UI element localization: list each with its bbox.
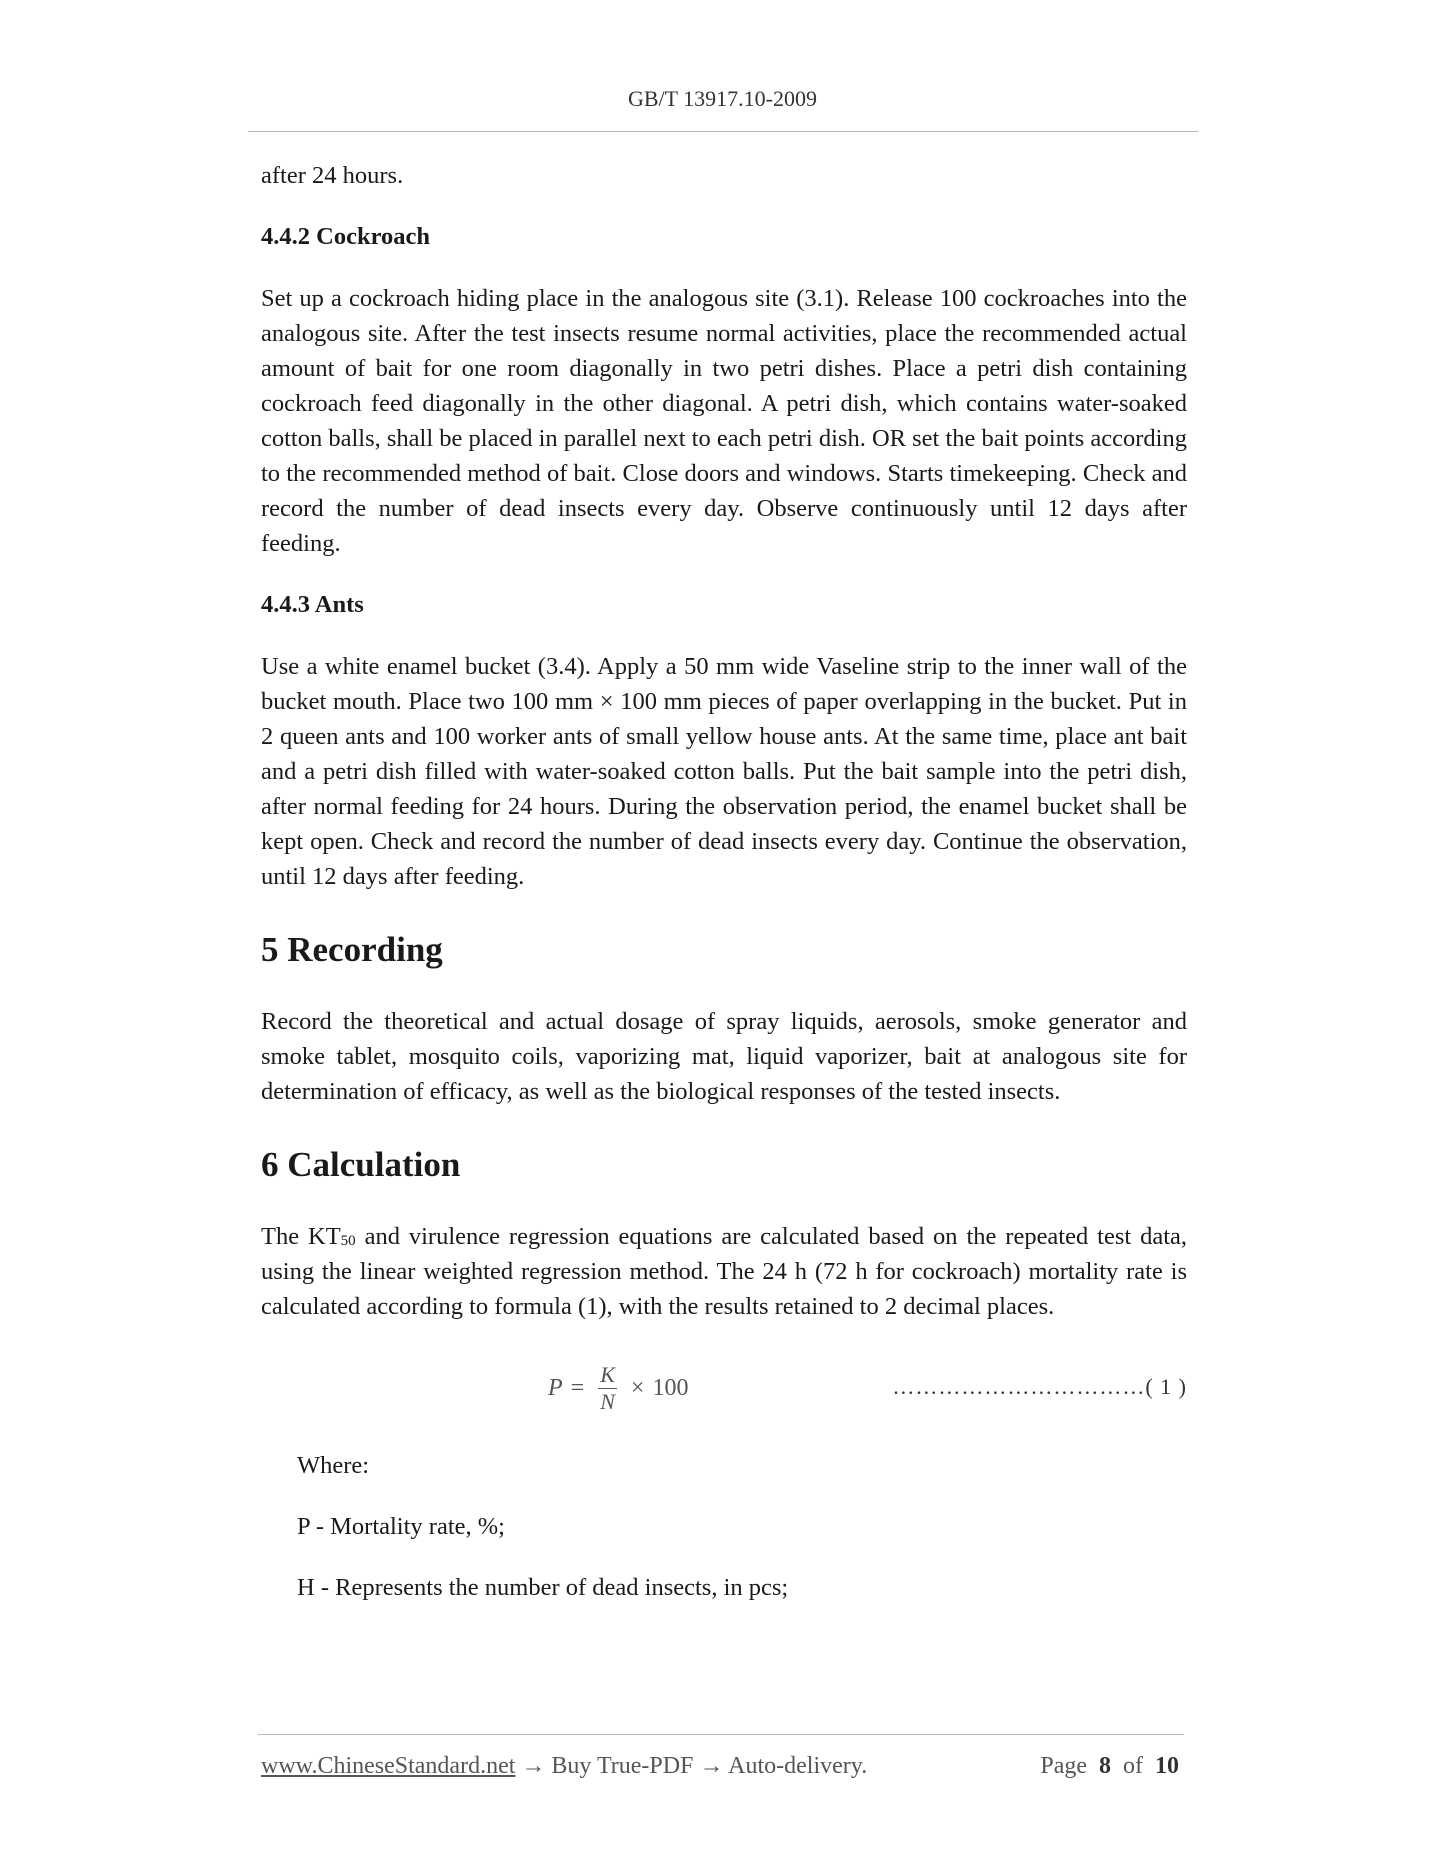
page-of: of [1123, 1753, 1143, 1779]
formula-numerator: K [600, 1362, 615, 1387]
paragraph-6-text: and virulence regression equations are calculated based on the repeated test data, using the linear weighted regression method. The 24 h (72 h for cockroach) mortality rate is calculated according to formula (1), with the results retained to 2 decimal places. [261, 1223, 1188, 1320]
arrow-icon: → [515, 1753, 552, 1779]
paragraph-4-4-2: Set up a cockroach hiding place in the analogous site (3.1). Release 100 cockroaches into the analogous site. After the test insects resume normal activities, place the recommended actual amount of bait for one room diagonally in two petri dishes. Place a petri dish containing cockroach feed diagonally in the other diagonal. A petri dish, which contains water-soaked cotton balls, shall be placed in parallel next to each petri dish. OR set the bait points according to the recommended method of bait. Close doors and windows. Starts timekeeping. Check and record the number of dead insects every day. Observe continuously until 12 days after feeding. [261, 285, 1187, 557]
kt-prefix: The KT [261, 1223, 341, 1250]
where-label: Where: [297, 1452, 370, 1479]
where-item: P - Mortality rate, %; [297, 1513, 505, 1540]
page-total: 10 [1155, 1753, 1179, 1779]
heading-4-4-2: 4.4.2 Cockroach [261, 223, 430, 250]
footer-divider [258, 1734, 1184, 1735]
intro-text: after 24 hours. [261, 162, 404, 189]
arrow-icon: → [693, 1753, 729, 1779]
kt-subscript: 50 [340, 1233, 356, 1249]
buy-pdf-text: Buy True-PDF [551, 1753, 694, 1779]
formula-expression [548, 1362, 688, 1415]
paragraph-4-4-3: Use a white enamel bucket (3.4). Apply a 50 mm wide Vaseline strip to the inner wall of the bucket mouth. Place two 100 mm × 100 mm pieces of paper overlapping in the bucket. Put in 2 queen ants and 100 worker ants of small yellow house ants. At the same time, place ant bait and a petri dish filled with water-soaked cotton balls. Put the bait sample into the petri dish, after normal feeding for 24 hours. During the observation period, the enamel bucket shall be kept open. Check and record the number of dead insects every day. Continue the observation, until 12 days after feeding. [261, 653, 1187, 890]
formula-fraction [598, 1362, 617, 1415]
document-body [261, 158, 1187, 1605]
auto-delivery-text: Auto-delivery. [728, 1753, 868, 1779]
heading-6: 6 Calculation [261, 1145, 461, 1184]
paragraph-6 [261, 1219, 1187, 1324]
formula-times: × [630, 1375, 645, 1401]
page-header: GB/T 13917.10-2009 [627, 86, 818, 111]
page-label: Page [1040, 1753, 1087, 1779]
website-link[interactable]: www.ChineseStandard.net [261, 1753, 516, 1779]
heading-5: 5 Recording [261, 930, 443, 969]
formula-lhs: P [548, 1375, 563, 1401]
formula-number: ……………………………( 1 ) [892, 1374, 1187, 1399]
heading-4-4-3: 4.4.3 Ants [261, 591, 364, 618]
header-divider [248, 131, 1198, 132]
paragraph-5: Record the theoretical and actual dosage of spray liquids, aerosols, smoke generator and smoke tablet, mosquito coils, vaporizing mat, liquid vaporizer, bait at analogous site for determination of efficacy, as well as the biological responses of the tested insects. [261, 1008, 1187, 1105]
where-item: H - Represents the number of dead insects, in pcs; [297, 1574, 789, 1601]
formula-equals: = [570, 1375, 585, 1401]
page-current: 8 [1099, 1753, 1111, 1779]
formula-1 [261, 1352, 1187, 1448]
page-indicator [1040, 1753, 1179, 1780]
formula-denominator: N [600, 1389, 615, 1414]
formula-factor: 100 [652, 1375, 689, 1401]
page-footer [261, 1753, 1187, 1780]
